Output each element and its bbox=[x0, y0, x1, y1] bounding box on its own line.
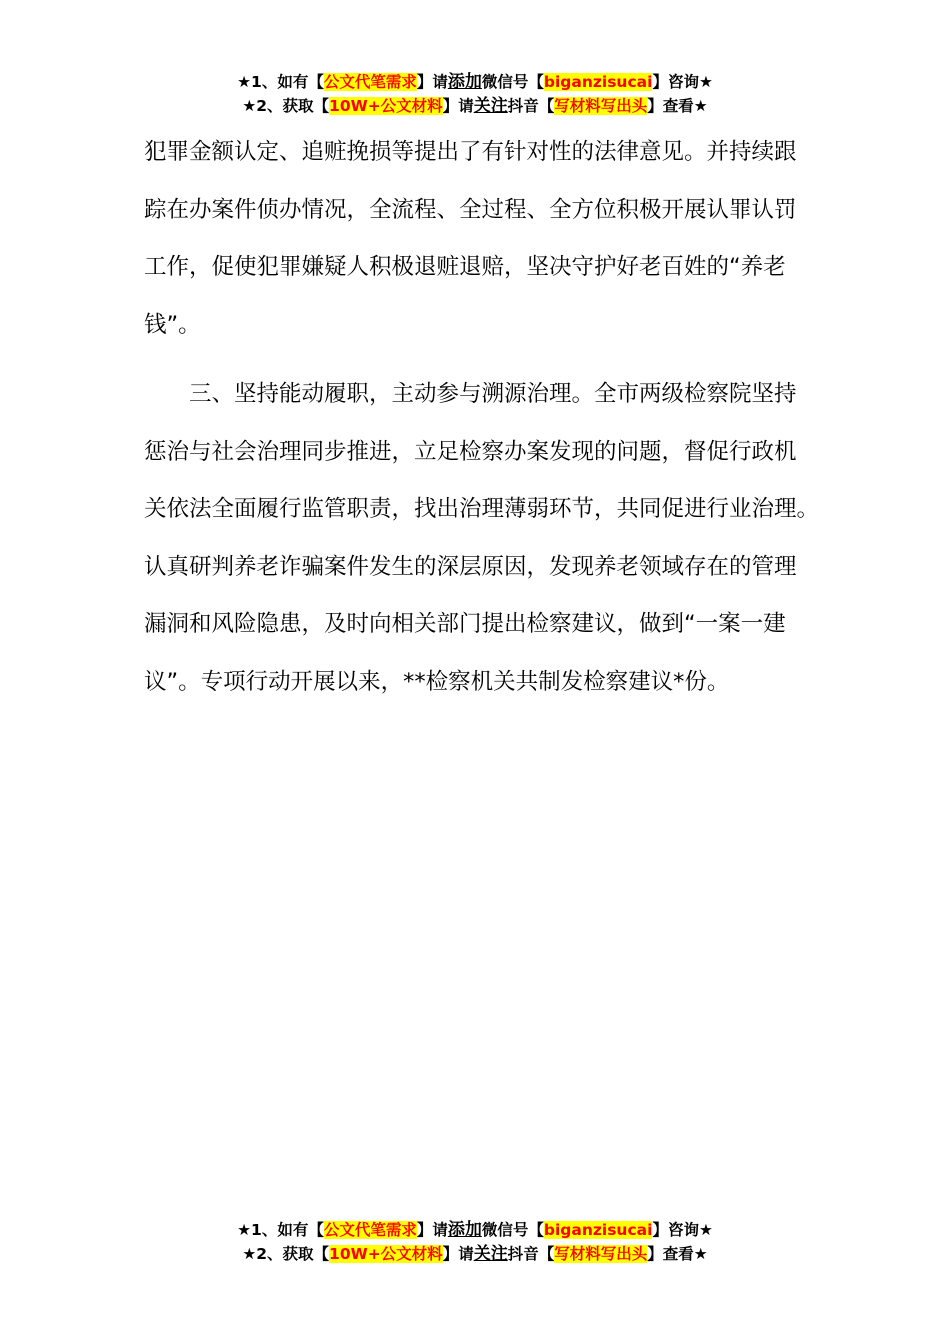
body-line: 议”。专项行动开展以来，**检察机关共制发检察建议*份。 bbox=[144, 668, 730, 695]
highlight-text: 公文代笔需求 bbox=[323, 1221, 417, 1239]
body-line: 犯罪金额认定、追赃挽损等提出了有针对性的法律意见。并持续跟 bbox=[144, 139, 797, 165]
underlined-text: 关注 bbox=[473, 96, 508, 116]
banner-text: ★1、如有【 bbox=[237, 1221, 324, 1239]
banner-line-1 bbox=[0, 1218, 950, 1242]
banner-text: 微信号【 bbox=[481, 1221, 544, 1239]
underlined-text: 关注 bbox=[473, 1244, 508, 1264]
document-body bbox=[144, 124, 824, 711]
footer-banner bbox=[0, 1218, 950, 1266]
banner-text: 】咨询★ bbox=[652, 1221, 713, 1239]
banner-text: 】请 bbox=[416, 73, 448, 91]
body-line: 惩治与社会治理同步推进，立足检察办案发现的问题，督促行政机 bbox=[144, 438, 797, 465]
header-banner bbox=[0, 70, 950, 118]
banner-text: ★2、获取【 bbox=[242, 1245, 330, 1263]
banner-line-2 bbox=[0, 1242, 950, 1266]
body-line: 三、坚持能动履职，主动参与溯源治理。全市两级检察院坚持 bbox=[144, 381, 797, 407]
banner-text: 抖音【 bbox=[507, 97, 555, 115]
banner-text: 】查看★ bbox=[647, 97, 708, 115]
highlight-text: biganzisucai bbox=[543, 1221, 653, 1239]
banner-text: 】查看★ bbox=[647, 1245, 708, 1263]
banner-line-2 bbox=[0, 94, 950, 118]
body-line: 钱”。 bbox=[144, 311, 201, 338]
banner-text: ★2、获取【 bbox=[242, 97, 330, 115]
body-line: 工作，促使犯罪嫌疑人积极退赃退赔，坚决守护好老百姓的“养老 bbox=[144, 254, 786, 280]
body-line: 关依法全面履行监管职责，找出治理薄弱环节，共同促进行业治理。 bbox=[144, 496, 820, 522]
body-line: 踪在办案件侦办情况，全流程、全过程、全方位积极开展认罪认罚 bbox=[144, 196, 797, 223]
banner-text: ★1、如有【 bbox=[237, 73, 324, 91]
highlight-text: 10W+公文材料 bbox=[329, 1245, 443, 1263]
banner-text: 】咨询★ bbox=[652, 73, 713, 91]
body-line: 漏洞和风险隐患，及时向相关部门提出检察建议，做到“一案一建 bbox=[144, 611, 786, 637]
banner-line-1 bbox=[0, 70, 950, 94]
banner-text: 抖音【 bbox=[507, 1245, 555, 1263]
underlined-text: 添加 bbox=[447, 72, 482, 92]
highlight-text: 公文代笔需求 bbox=[323, 73, 417, 91]
body-line: 认真研判养老诈骗案件发生的深层原因，发现养老领域存在的管理 bbox=[144, 553, 797, 580]
banner-text: 】请 bbox=[442, 1245, 474, 1263]
banner-text: 微信号【 bbox=[481, 73, 544, 91]
underlined-text: 添加 bbox=[447, 1220, 482, 1240]
banner-text: 】请 bbox=[442, 97, 474, 115]
banner-text: 】请 bbox=[416, 1221, 448, 1239]
highlight-text: 10W+公文材料 bbox=[329, 97, 443, 115]
highlight-text: biganzisucai bbox=[543, 73, 653, 91]
highlight-text: 写材料写出头 bbox=[554, 97, 648, 115]
highlight-text: 写材料写出头 bbox=[554, 1245, 648, 1263]
